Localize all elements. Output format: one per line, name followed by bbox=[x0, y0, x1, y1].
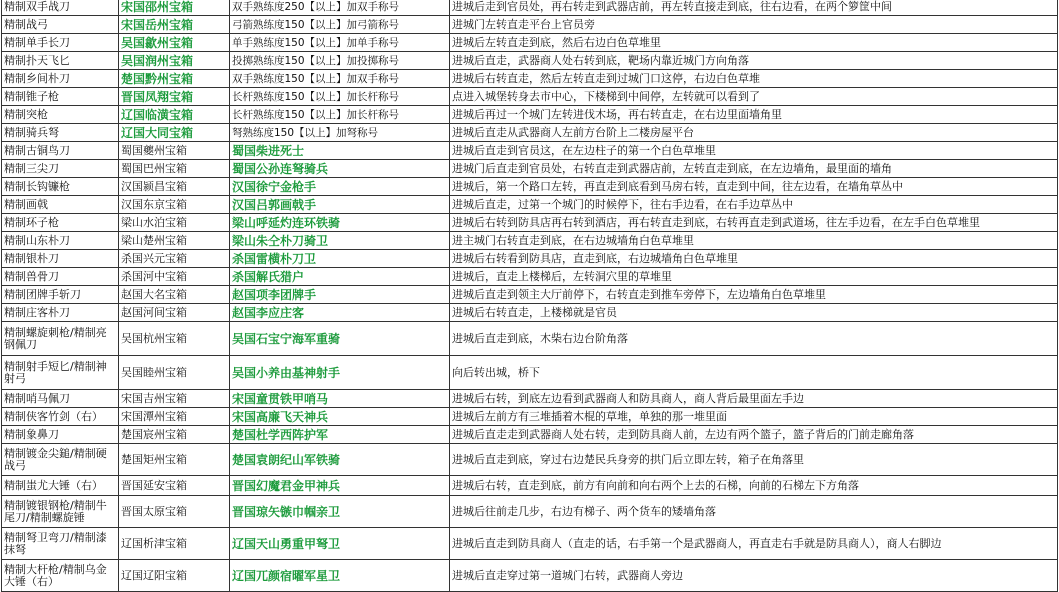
weapon-name-cell: 精制象鼻刀 bbox=[2, 426, 119, 444]
requirement-cell: 汉国徐宁金枪手 bbox=[230, 178, 450, 196]
chest-location-cell: 蜀国夔州宝箱 bbox=[119, 142, 230, 160]
chest-location-cell: 汉国东京宝箱 bbox=[119, 196, 230, 214]
requirement-cell: 赵国李应庄客 bbox=[230, 304, 450, 322]
requirement-cell: 长杆熟练度150【以上】加长杆称号 bbox=[230, 106, 450, 124]
table-row bbox=[2, 70, 1058, 88]
requirement-cell: 晋国琼矢镞巾帼亲卫 bbox=[230, 496, 450, 528]
table-row bbox=[2, 34, 1058, 52]
directions-cell: 进主城门右转直走到底，在右边城墙角白色草堆里 bbox=[450, 232, 1058, 250]
chest-location-cell: 梁山水泊宝箱 bbox=[119, 214, 230, 232]
chest-location-cell: 吴国润州宝箱 bbox=[119, 52, 230, 70]
requirement-cell: 吴国石宝宁海军重骑 bbox=[230, 322, 450, 356]
table-row bbox=[2, 232, 1058, 250]
directions-cell: 进城门左转直走平台上官员旁 bbox=[450, 16, 1058, 34]
requirement-cell: 投掷熟练度150【以上】加投掷称号 bbox=[230, 52, 450, 70]
chest-location-cell: 晋国延安宝箱 bbox=[119, 476, 230, 496]
table-row bbox=[2, 356, 1058, 390]
chest-location-cell: 辽国临潢宝箱 bbox=[119, 106, 230, 124]
directions-cell: 进城后左前方有三堆插着木棍的草堆，单独的那一堆里面 bbox=[450, 408, 1058, 426]
table-row bbox=[2, 124, 1058, 142]
directions-cell: 进城后直走到防具商人（直走的话，右手第一个是武器商人，再直走右手就是防具商人），商人右脚边 bbox=[450, 528, 1058, 560]
table-row bbox=[2, 528, 1058, 560]
directions-cell: 进城后直走到底，木柴右边台阶角落 bbox=[450, 322, 1058, 356]
weapon-name-cell: 精制镀银钢枪/精制牛尾刀/精制螺旋锤 bbox=[2, 496, 119, 528]
weapon-name-cell: 精制古铜鸟刀 bbox=[2, 142, 119, 160]
table-row bbox=[2, 178, 1058, 196]
chest-location-cell: 赵国大名宝箱 bbox=[119, 286, 230, 304]
directions-cell: 进城后直走到领主大厅前停下，右转直走到推车旁停下，左边墙角白色草堆里 bbox=[450, 286, 1058, 304]
equipment-guide-table bbox=[1, 0, 1058, 592]
weapon-name-cell: 精制蚩尤大锤（右） bbox=[2, 476, 119, 496]
weapon-name-cell: 精制大杆枪/精制乌金大锤（右） bbox=[2, 560, 119, 592]
requirement-cell: 楚国杜学西阵护军 bbox=[230, 426, 450, 444]
table-row bbox=[2, 322, 1058, 356]
directions-cell: 进城后直走走到武器商人处右转，走到防具商人前，左边有两个篮子，篮子背后的门前走廊角落 bbox=[450, 426, 1058, 444]
requirement-cell: 蜀国公孙连弩骑兵 bbox=[230, 160, 450, 178]
requirement-cell: 梁山朱仝朴刀骑卫 bbox=[230, 232, 450, 250]
directions-cell: 进城后右转看到防具店，直走到底，右边城墙角白色草堆里 bbox=[450, 250, 1058, 268]
weapon-name-cell: 精制射手短匕/精制神射弓 bbox=[2, 356, 119, 390]
requirement-cell: 双手熟练度150【以上】加双手称号 bbox=[230, 70, 450, 88]
directions-cell: 进城后直走到底，穿过右边楚民兵身旁的拱门后立即左转，箱子在角落里 bbox=[450, 444, 1058, 476]
table-row bbox=[2, 560, 1058, 592]
table-row bbox=[2, 444, 1058, 476]
table-row bbox=[2, 214, 1058, 232]
requirement-cell: 单手熟练度150【以上】加单手称号 bbox=[230, 34, 450, 52]
table-row bbox=[2, 286, 1058, 304]
table-row bbox=[2, 106, 1058, 124]
chest-location-cell: 辽国大同宝箱 bbox=[119, 124, 230, 142]
requirement-cell: 吴国小养由基神射手 bbox=[230, 356, 450, 390]
weapon-name-cell: 精制画戟 bbox=[2, 196, 119, 214]
table-row bbox=[2, 250, 1058, 268]
requirement-cell: 弓箭熟练度150【以上】加弓箭称号 bbox=[230, 16, 450, 34]
table-row bbox=[2, 160, 1058, 178]
table-row bbox=[2, 88, 1058, 106]
weapon-name-cell: 精制兽骨刀 bbox=[2, 268, 119, 286]
requirement-cell: 宋国童贯铁甲哨马 bbox=[230, 390, 450, 408]
weapon-name-cell: 精制战弓 bbox=[2, 16, 119, 34]
table-row bbox=[2, 196, 1058, 214]
directions-cell: 进城后右转到防具店再右转到酒店，再右转直走到底，右转再直走到武道场，往左手边看，在左手白色草堆里 bbox=[450, 214, 1058, 232]
weapon-name-cell: 精制镀金尖鎚/精制硬战弓 bbox=[2, 444, 119, 476]
requirement-cell: 弩熟练度150【以上】加弩称号 bbox=[230, 124, 450, 142]
directions-cell: 进城后右转，到底左边看到武器商人和防具商人，商人背后最里面左手边 bbox=[450, 390, 1058, 408]
requirement-cell: 杀国解氏猎户 bbox=[230, 268, 450, 286]
weapon-name-cell: 精制团牌手斩刀 bbox=[2, 286, 119, 304]
requirement-cell: 杀国雷横朴刀卫 bbox=[230, 250, 450, 268]
requirement-cell: 辽国天山勇重甲弩卫 bbox=[230, 528, 450, 560]
directions-cell: 进城后，直走上楼梯后，左转洞穴里的草堆里 bbox=[450, 268, 1058, 286]
table-row bbox=[2, 304, 1058, 322]
chest-location-cell: 楚国宸州宝箱 bbox=[119, 426, 230, 444]
directions-cell: 进城后走到官员处，再右转走到武器店前，再左转直接走到底，往右边看，在两个箩筐中间 bbox=[450, 0, 1058, 16]
weapon-name-cell: 精制哨马佩刀 bbox=[2, 390, 119, 408]
weapon-name-cell: 精制三尖刀 bbox=[2, 160, 119, 178]
directions-cell: 进城后直走到官员这，在左边柱子的第一个白色草堆里 bbox=[450, 142, 1058, 160]
chest-location-cell: 晋国太原宝箱 bbox=[119, 496, 230, 528]
chest-location-cell: 吴国杭州宝箱 bbox=[119, 322, 230, 356]
weapon-name-cell: 精制骑兵弩 bbox=[2, 124, 119, 142]
directions-cell: 进城后再过一个城门左转进伐木场，再右转直走，在右边里面墙角里 bbox=[450, 106, 1058, 124]
chest-location-cell: 吴国歙州宝箱 bbox=[119, 34, 230, 52]
weapon-name-cell: 精制螺旋刺枪/精制亮钢佩刀 bbox=[2, 322, 119, 356]
directions-cell: 进城后右转直走，然后左转直走到过城门口这停，右边白色草堆 bbox=[450, 70, 1058, 88]
table-body bbox=[2, 0, 1058, 592]
weapon-name-cell: 精制锥子枪 bbox=[2, 88, 119, 106]
chest-location-cell: 杀国河中宝箱 bbox=[119, 268, 230, 286]
chest-location-cell: 宋国岳州宝箱 bbox=[119, 16, 230, 34]
chest-location-cell: 辽国辽阳宝箱 bbox=[119, 560, 230, 592]
table-row bbox=[2, 390, 1058, 408]
directions-cell: 进城后，第一个路口左转，再直走到底看到马房右转，直走到中间，往左边看，在墙角草丛中 bbox=[450, 178, 1058, 196]
table-row bbox=[2, 426, 1058, 444]
chest-location-cell: 宋国潭州宝箱 bbox=[119, 408, 230, 426]
requirement-cell: 汉国吕郭画戟手 bbox=[230, 196, 450, 214]
chest-location-cell: 杀国兴元宝箱 bbox=[119, 250, 230, 268]
table-row bbox=[2, 52, 1058, 70]
requirement-cell: 双手熟练度250【以上】加双手称号 bbox=[230, 0, 450, 16]
directions-cell: 进城后直走从武器商人左前方台阶上二楼房屋平台 bbox=[450, 124, 1058, 142]
chest-location-cell: 辽国析津宝箱 bbox=[119, 528, 230, 560]
directions-cell: 进城后直走穿过第一道城门右转，武器商人旁边 bbox=[450, 560, 1058, 592]
table-row bbox=[2, 476, 1058, 496]
directions-cell: 进城门后直走到官员处，右转直走到武器店前，左转直走到底，在左边墙角，最里面的墙角 bbox=[450, 160, 1058, 178]
table-row bbox=[2, 142, 1058, 160]
weapon-name-cell: 精制乡间朴刀 bbox=[2, 70, 119, 88]
directions-cell: 进城后左转直走到底，然后右边白色草堆里 bbox=[450, 34, 1058, 52]
weapon-name-cell: 精制弩卫弯刀/精制漆抹弩 bbox=[2, 528, 119, 560]
table-row bbox=[2, 496, 1058, 528]
requirement-cell: 宋国高廉飞天神兵 bbox=[230, 408, 450, 426]
requirement-cell: 蜀国柴进死士 bbox=[230, 142, 450, 160]
weapon-name-cell: 精制突枪 bbox=[2, 106, 119, 124]
weapon-name-cell: 精制银朴刀 bbox=[2, 250, 119, 268]
table-row bbox=[2, 0, 1058, 16]
requirement-cell: 晋国幻魔君金甲神兵 bbox=[230, 476, 450, 496]
directions-cell: 进城后右转直走，上楼梯就是官员 bbox=[450, 304, 1058, 322]
chest-location-cell: 晋国凤翔宝箱 bbox=[119, 88, 230, 106]
chest-location-cell: 梁山楚州宝箱 bbox=[119, 232, 230, 250]
chest-location-cell: 宋国吉州宝箱 bbox=[119, 390, 230, 408]
directions-cell: 进城后往前走几步，右边有梯子、两个货车的矮墙角落 bbox=[450, 496, 1058, 528]
chest-location-cell: 宋国邵州宝箱 bbox=[119, 0, 230, 16]
weapon-name-cell: 精制山东朴刀 bbox=[2, 232, 119, 250]
weapon-name-cell: 精制双手战刀 bbox=[2, 0, 119, 16]
table-row bbox=[2, 268, 1058, 286]
chest-location-cell: 楚国黔州宝箱 bbox=[119, 70, 230, 88]
chest-location-cell: 楚国矩州宝箱 bbox=[119, 444, 230, 476]
directions-cell: 进城后直走，过第一个城门的时候停下，往右手边看，在右手边草丛中 bbox=[450, 196, 1058, 214]
table-row bbox=[2, 408, 1058, 426]
weapon-name-cell: 精制侠客竹剑（右） bbox=[2, 408, 119, 426]
chest-location-cell: 蜀国巴州宝箱 bbox=[119, 160, 230, 178]
chest-location-cell: 赵国河间宝箱 bbox=[119, 304, 230, 322]
weapon-name-cell: 精制庄客朴刀 bbox=[2, 304, 119, 322]
weapon-name-cell: 精制环子枪 bbox=[2, 214, 119, 232]
weapon-name-cell: 精制长钩镰枪 bbox=[2, 178, 119, 196]
chest-location-cell: 吴国睦州宝箱 bbox=[119, 356, 230, 390]
requirement-cell: 辽国兀颜宿曜军星卫 bbox=[230, 560, 450, 592]
requirement-cell: 赵国项李团牌手 bbox=[230, 286, 450, 304]
chest-location-cell: 汉国颍昌宝箱 bbox=[119, 178, 230, 196]
directions-cell: 进城后右转，直走到底，前方有向前和向右两个上去的石梯，向前的石梯左下方角落 bbox=[450, 476, 1058, 496]
requirement-cell: 梁山呼延灼连环铁骑 bbox=[230, 214, 450, 232]
weapon-name-cell: 精制单手长刀 bbox=[2, 34, 119, 52]
table-row bbox=[2, 16, 1058, 34]
directions-cell: 点进入城堡转身去市中心，下楼梯到中间停，左转就可以看到了 bbox=[450, 88, 1058, 106]
directions-cell: 向后转出城，桥下 bbox=[450, 356, 1058, 390]
requirement-cell: 长杆熟练度150【以上】加长杆称号 bbox=[230, 88, 450, 106]
requirement-cell: 楚国袁朗纪山军铁骑 bbox=[230, 444, 450, 476]
weapon-name-cell: 精制扑天飞匕 bbox=[2, 52, 119, 70]
directions-cell: 进城后直走，武器商人处右转到底，靶场内靠近城门方向角落 bbox=[450, 52, 1058, 70]
